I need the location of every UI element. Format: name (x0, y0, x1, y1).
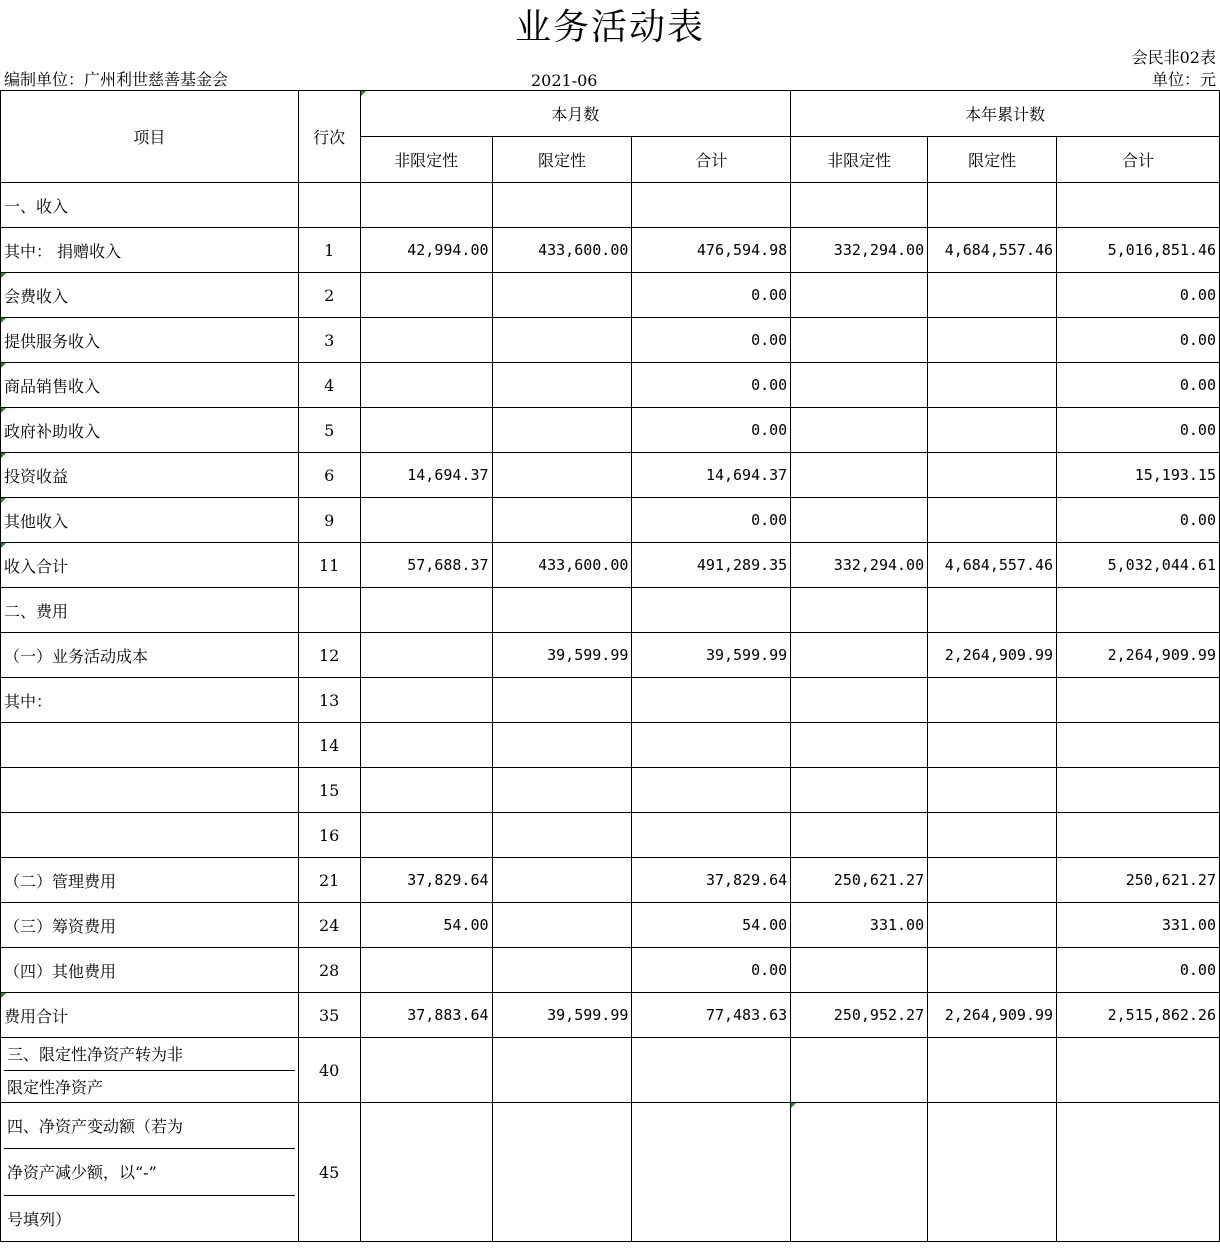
amount-cell-m-u (360, 948, 492, 993)
table-row (1, 768, 1220, 813)
table-row (1, 993, 1220, 1038)
cell (360, 1038, 492, 1103)
amount-cell-m-u (360, 588, 492, 633)
table-row (1, 678, 1220, 723)
amount-cell-m-r (492, 363, 632, 408)
cell (791, 1103, 928, 1242)
amount-cell-m-u: 37,883.64 (360, 993, 492, 1038)
amount-cell-y-t (1057, 183, 1220, 228)
row-label: 会费收入 (1, 273, 299, 318)
amount-cell-m-t: 77,483.63 (632, 993, 791, 1038)
amount-cell-y-u (791, 453, 928, 498)
row-number: 6 (298, 453, 360, 498)
amount-cell-y-t: 250,621.27 (1057, 858, 1220, 903)
form-code: 会民非02表 (1131, 48, 1216, 67)
amount-cell-m-r (492, 453, 632, 498)
amount-cell-m-t: 0.00 (632, 273, 791, 318)
amount-cell-m-t (632, 183, 791, 228)
amount-cell-y-u (791, 408, 928, 453)
amount-cell-y-r (928, 768, 1057, 813)
row-45-no: 45 (298, 1103, 360, 1242)
row-45-label-line1: 四、净资产变动额（若为 (7, 1117, 184, 1137)
amount-cell-y-r (928, 183, 1057, 228)
amount-cell-m-r (492, 678, 632, 723)
cell (360, 1103, 492, 1242)
amount-cell-y-u: 332,294.00 (791, 543, 928, 588)
row-label: 其中： 捐赠收入 (1, 228, 299, 273)
amount-cell-m-u (360, 678, 492, 723)
amount-cell-y-t: 331.00 (1057, 903, 1220, 948)
amount-cell-y-t: 0.00 (1057, 318, 1220, 363)
amount-cell-m-r (492, 948, 632, 993)
table-row (1, 363, 1220, 408)
row-number: 1 (298, 228, 360, 273)
amount-cell-y-r: 4,684,557.46 (928, 543, 1057, 588)
amount-cell-m-t (632, 678, 791, 723)
row-label: （二）管理费用 (1, 858, 299, 903)
amount-cell-m-u (360, 183, 492, 228)
amount-cell-m-r (492, 183, 632, 228)
row-label: 投资收益 (1, 453, 299, 498)
table-row (1, 228, 1220, 273)
report-title: 业务活动表 (514, 7, 705, 48)
amount-cell-m-r (492, 498, 632, 543)
row-label: 费用合计 (1, 993, 299, 1038)
amount-cell-m-r: 433,600.00 (492, 228, 632, 273)
amount-cell-y-r (928, 588, 1057, 633)
row-label: 商品销售收入 (1, 363, 299, 408)
amount-cell-m-t: 14,694.37 (632, 453, 791, 498)
amount-cell-m-t: 39,599.99 (632, 633, 791, 678)
amount-cell-y-r (928, 723, 1057, 768)
amount-cell-m-r (492, 768, 632, 813)
amount-cell-y-u (791, 813, 928, 858)
row-number: 3 (298, 318, 360, 363)
cell (791, 1038, 928, 1103)
amount-cell-m-u (360, 363, 492, 408)
amount-cell-y-r (928, 408, 1057, 453)
row-45-label-line3: 号填列） (4, 1195, 295, 1241)
amount-cell-m-t (632, 813, 791, 858)
cell (492, 1038, 632, 1103)
amount-cell-m-r (492, 858, 632, 903)
activity-table (0, 90, 1220, 1242)
table-row (1, 903, 1220, 948)
cell (632, 1038, 791, 1103)
header-year-group: 本年累计数 (791, 91, 1220, 137)
amount-cell-y-u (791, 723, 928, 768)
table-row (1, 858, 1220, 903)
row-number: 13 (298, 678, 360, 723)
table-row (1, 543, 1220, 588)
table-row (1, 813, 1220, 858)
header-month-total: 合计 (632, 137, 791, 183)
amount-cell-y-u (791, 183, 928, 228)
org-label: 编制单位：广州利世慈善基金会 (4, 70, 229, 89)
amount-cell-y-u (791, 588, 928, 633)
amount-cell-y-u (791, 948, 928, 993)
header-row-no: 行次 (298, 91, 360, 183)
row-number: 2 (298, 273, 360, 318)
row-40-no: 40 (298, 1038, 360, 1103)
amount-cell-y-r (928, 813, 1057, 858)
amount-cell-y-t: 0.00 (1057, 273, 1220, 318)
header-row-1 (1, 91, 1220, 137)
amount-cell-m-u (360, 498, 492, 543)
amount-cell-m-t: 0.00 (632, 318, 791, 363)
amount-cell-m-r: 433,600.00 (492, 543, 632, 588)
row-label: 一、收入 (1, 183, 299, 228)
unit-label: 单位：元 (1151, 70, 1216, 89)
amount-cell-m-u: 54.00 (360, 903, 492, 948)
row-number: 5 (298, 408, 360, 453)
amount-cell-m-t (632, 768, 791, 813)
amount-cell-y-t (1057, 813, 1220, 858)
row-number: 14 (298, 723, 360, 768)
amount-cell-y-r (928, 318, 1057, 363)
header-year-total: 合计 (1057, 137, 1220, 183)
row-label (1, 723, 299, 768)
cell (928, 1103, 1057, 1242)
amount-cell-y-u (791, 633, 928, 678)
table-row (1, 948, 1220, 993)
table-row (1, 183, 1220, 228)
amount-cell-y-r (928, 498, 1057, 543)
cell (632, 1103, 791, 1242)
row-number: 4 (298, 363, 360, 408)
amount-cell-m-t: 0.00 (632, 948, 791, 993)
amount-cell-y-t: 15,193.15 (1057, 453, 1220, 498)
table-row-45 (1, 1103, 1220, 1242)
amount-cell-y-r (928, 273, 1057, 318)
amount-cell-m-r (492, 408, 632, 453)
amount-cell-y-t (1057, 768, 1220, 813)
row-number: 11 (298, 543, 360, 588)
report-period: 2021-06 (531, 71, 598, 90)
header-year-unrestricted: 非限定性 (791, 137, 928, 183)
amount-cell-m-r: 39,599.99 (492, 633, 632, 678)
cell (1057, 1038, 1220, 1103)
header-month-restricted: 限定性 (492, 137, 632, 183)
row-45-label-line2: 净资产减少额，以“-” (4, 1148, 295, 1194)
amount-cell-y-u (791, 273, 928, 318)
cell (492, 1103, 632, 1242)
row-label (1, 813, 299, 858)
amount-cell-y-u (791, 768, 928, 813)
amount-cell-y-r (928, 948, 1057, 993)
amount-cell-m-t (632, 588, 791, 633)
amount-cell-m-u (360, 408, 492, 453)
row-number: 21 (298, 858, 360, 903)
amount-cell-y-t: 0.00 (1057, 408, 1220, 453)
amount-cell-m-u (360, 318, 492, 363)
amount-cell-m-t: 476,594.98 (632, 228, 791, 273)
table-row (1, 633, 1220, 678)
row-label: 其他收入 (1, 498, 299, 543)
amount-cell-m-t: 37,829.64 (632, 858, 791, 903)
table-row (1, 273, 1220, 318)
table-row (1, 723, 1220, 768)
amount-cell-m-r (492, 273, 632, 318)
amount-cell-y-r (928, 903, 1057, 948)
row-label: 收入合计 (1, 543, 299, 588)
row-40-label-line1: 三、限定性净资产转为非 (7, 1045, 184, 1065)
amount-cell-m-u (360, 633, 492, 678)
amount-cell-y-r (928, 678, 1057, 723)
row-label: 二、费用 (1, 588, 299, 633)
header-month-group: 本月数 (360, 91, 791, 137)
amount-cell-y-t (1057, 588, 1220, 633)
amount-cell-m-r (492, 723, 632, 768)
amount-cell-y-r: 2,264,909.99 (928, 633, 1057, 678)
amount-cell-y-u (791, 498, 928, 543)
amount-cell-y-t: 5,032,044.61 (1057, 543, 1220, 588)
amount-cell-y-t: 0.00 (1057, 363, 1220, 408)
row-45-label (1, 1103, 299, 1242)
amount-cell-m-t (632, 723, 791, 768)
amount-cell-y-t: 5,016,851.46 (1057, 228, 1220, 273)
table-row-40 (1, 1038, 1220, 1103)
table-row (1, 318, 1220, 363)
amount-cell-m-t: 0.00 (632, 408, 791, 453)
row-40-label-line2: 限定性净资产 (4, 1070, 295, 1103)
table-row (1, 408, 1220, 453)
row-number: 15 (298, 768, 360, 813)
cell (928, 1038, 1057, 1103)
amount-cell-y-t: 2,264,909.99 (1057, 633, 1220, 678)
row-number (298, 183, 360, 228)
amount-cell-y-t (1057, 678, 1220, 723)
amount-cell-m-t: 0.00 (632, 363, 791, 408)
amount-cell-y-u: 331.00 (791, 903, 928, 948)
amount-cell-m-u: 57,688.37 (360, 543, 492, 588)
row-label: 其中： (1, 678, 299, 723)
amount-cell-m-u (360, 723, 492, 768)
amount-cell-y-u (791, 363, 928, 408)
amount-cell-m-u (360, 273, 492, 318)
header-year-restricted: 限定性 (928, 137, 1057, 183)
amount-cell-y-t (1057, 723, 1220, 768)
row-number: 16 (298, 813, 360, 858)
amount-cell-m-r: 39,599.99 (492, 993, 632, 1038)
amount-cell-m-r (492, 588, 632, 633)
row-label: （一）业务活动成本 (1, 633, 299, 678)
header-month-unrestricted: 非限定性 (360, 137, 492, 183)
amount-cell-y-r: 2,264,909.99 (928, 993, 1057, 1038)
row-label: 提供服务收入 (1, 318, 299, 363)
amount-cell-y-t: 0.00 (1057, 498, 1220, 543)
amount-cell-m-u: 42,994.00 (360, 228, 492, 273)
amount-cell-m-u: 37,829.64 (360, 858, 492, 903)
amount-cell-m-u (360, 813, 492, 858)
header-item: 项目 (1, 91, 299, 183)
amount-cell-y-t: 2,515,862.26 (1057, 993, 1220, 1038)
row-label (1, 768, 299, 813)
row-label: 政府补助收入 (1, 408, 299, 453)
row-number: 35 (298, 993, 360, 1038)
amount-cell-y-r (928, 858, 1057, 903)
amount-cell-y-u (791, 318, 928, 363)
amount-cell-y-u: 250,952.27 (791, 993, 928, 1038)
amount-cell-m-t: 54.00 (632, 903, 791, 948)
amount-cell-y-r: 4,684,557.46 (928, 228, 1057, 273)
amount-cell-y-u: 250,621.27 (791, 858, 928, 903)
amount-cell-m-r (492, 318, 632, 363)
amount-cell-m-u (360, 768, 492, 813)
amount-cell-m-r (492, 903, 632, 948)
table-row (1, 498, 1220, 543)
table-row (1, 453, 1220, 498)
row-number (298, 588, 360, 633)
row-number: 24 (298, 903, 360, 948)
amount-cell-m-u: 14,694.37 (360, 453, 492, 498)
amount-cell-m-t: 0.00 (632, 498, 791, 543)
row-number: 12 (298, 633, 360, 678)
cell (1057, 1103, 1220, 1242)
row-label: （三）筹资费用 (1, 903, 299, 948)
amount-cell-y-r (928, 363, 1057, 408)
amount-cell-y-u (791, 678, 928, 723)
amount-cell-y-r (928, 453, 1057, 498)
row-label: （四）其他费用 (1, 948, 299, 993)
row-40-label (1, 1038, 299, 1103)
amount-cell-y-u: 332,294.00 (791, 228, 928, 273)
row-number: 28 (298, 948, 360, 993)
amount-cell-m-r (492, 813, 632, 858)
amount-cell-y-t: 0.00 (1057, 948, 1220, 993)
table-row (1, 588, 1220, 633)
amount-cell-m-t: 491,289.35 (632, 543, 791, 588)
row-number: 9 (298, 498, 360, 543)
